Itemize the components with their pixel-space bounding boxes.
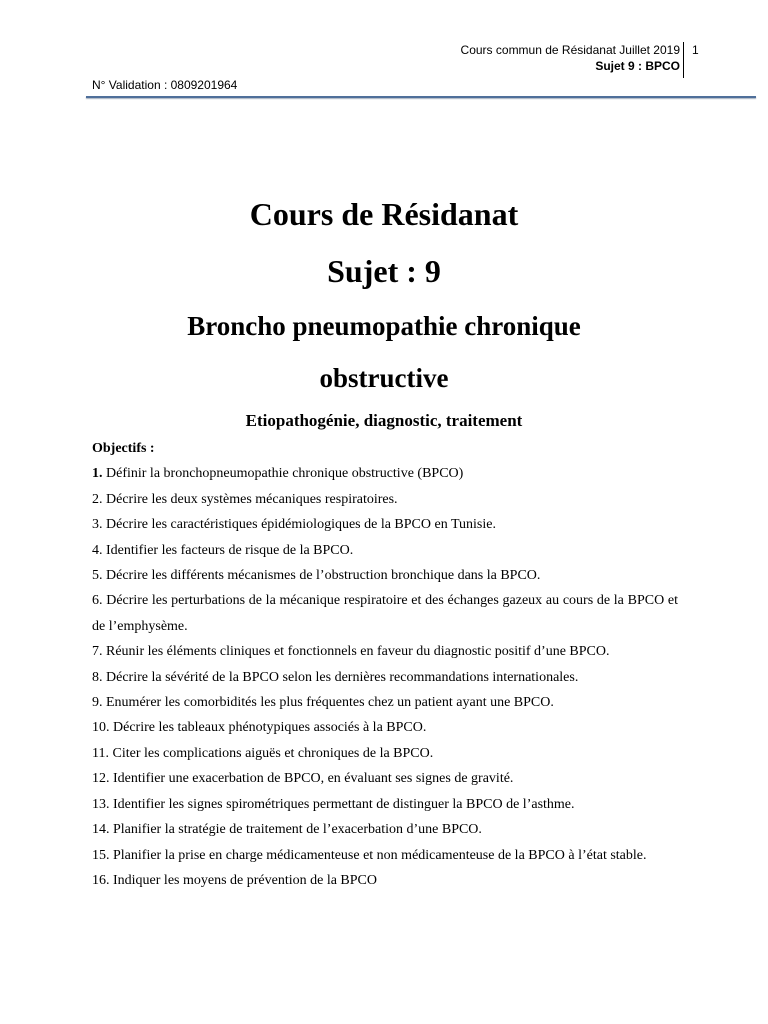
objective-number: 8. [92, 669, 103, 685]
objective-item [92, 588, 678, 639]
objective-number: 15. [92, 847, 110, 863]
objective-text: Enumérer les comorbidités les plus fréquentes chez un patient ayant une BPCO. [102, 695, 554, 711]
header-course-line: Cours commun de Résidanat Juillet 2019 [460, 43, 680, 57]
objective-number: 7. [92, 644, 103, 660]
objective-item [92, 868, 678, 893]
topic-title-line2: obstructive [319, 363, 449, 393]
page-number: 1 [692, 43, 699, 57]
objective-text: Indiquer les moyens de prévention de la BPCO [109, 872, 378, 888]
objective-number: 5. [92, 568, 103, 584]
objective-text: Décrire les différents mécanismes de l’obstruction bronchique dans la BPCO. [102, 568, 541, 584]
objective-text: Planifier la prise en charge médicamenteuse et non médicamenteuse de la BPCO à l’état stable. [109, 847, 647, 863]
objective-text: Planifier la stratégie de traitement de l’exacerbation d’une BPCO. [109, 822, 482, 838]
objective-item [92, 487, 678, 512]
objective-item [92, 690, 678, 715]
objective-number: 11. [92, 745, 109, 761]
objective-number: 2. [92, 491, 103, 507]
objective-text: Identifier une exacerbation de BPCO, en évaluant ses signes de gravité. [109, 771, 514, 787]
running-header [461, 42, 680, 74]
objective-text: Identifier les signes spirométriques permettant de distinguer la BPCO de l’asthme. [109, 796, 575, 812]
objective-item [92, 843, 678, 868]
topic-subtitle: Etiopathogénie, diagnostic, traitement [245, 411, 523, 430]
objective-number: 1. [92, 466, 103, 482]
objective-item [92, 639, 678, 664]
objectives-section [92, 436, 678, 893]
objectives-list [92, 461, 678, 893]
objective-number: 3. [92, 517, 103, 533]
objective-text: Définir la bronchopneumopathie chronique obstructive (BPCO) [102, 466, 464, 482]
objective-number: 6. [92, 593, 103, 609]
objective-item [92, 715, 678, 740]
objective-text: Décrire les deux systèmes mécaniques respiratoires. [102, 491, 398, 507]
objective-text: Réunir les éléments cliniques et fonctionnels en faveur du diagnostic positif d’une BPCO. [102, 644, 610, 660]
objective-text: Décrire les tableaux phénotypiques associés à la BPCO. [109, 720, 427, 736]
objective-item [92, 665, 678, 690]
course-title: Cours de Résidanat [249, 196, 519, 232]
objective-number: 16. [92, 872, 110, 888]
objective-number: 10. [92, 720, 110, 736]
objective-item [92, 792, 678, 817]
objective-number: 12. [92, 771, 110, 787]
objective-text: Identifier les facteurs de risque de la BPCO. [102, 542, 354, 558]
header-subject-line: Sujet 9 : BPCO [595, 59, 680, 73]
objective-text: Décrire la sévérité de la BPCO selon les dernières recommandations internationales. [102, 669, 579, 685]
objective-text: Décrire les perturbations de la mécanique respiratoire et des échanges gazeux au cours de la BPCO et de l’emphysème. [92, 593, 678, 634]
subject-number: Sujet : 9 [327, 253, 441, 289]
validation-number: N° Validation : 0809201964 [92, 78, 238, 92]
objective-item [92, 563, 678, 588]
objective-item [92, 538, 678, 563]
header-divider [683, 42, 684, 78]
objective-text: Décrire les caractéristiques épidémiologiques de la BPCO en Tunisie. [102, 517, 496, 533]
objective-number: 9. [92, 695, 103, 711]
objective-number: 13. [92, 796, 110, 812]
header-rule [86, 96, 756, 98]
objective-item [92, 741, 678, 766]
objective-item [92, 461, 678, 486]
objective-item [92, 512, 678, 537]
objective-number: 4. [92, 542, 103, 558]
objective-text: Citer les complications aiguës et chroniques de la BPCO. [108, 745, 434, 761]
objective-item [92, 766, 678, 791]
objective-item [92, 817, 678, 842]
objectives-heading: Objectifs : [92, 441, 155, 456]
objective-number: 14. [92, 822, 110, 838]
topic-title-line1: Broncho pneumopathie chronique [187, 311, 581, 341]
